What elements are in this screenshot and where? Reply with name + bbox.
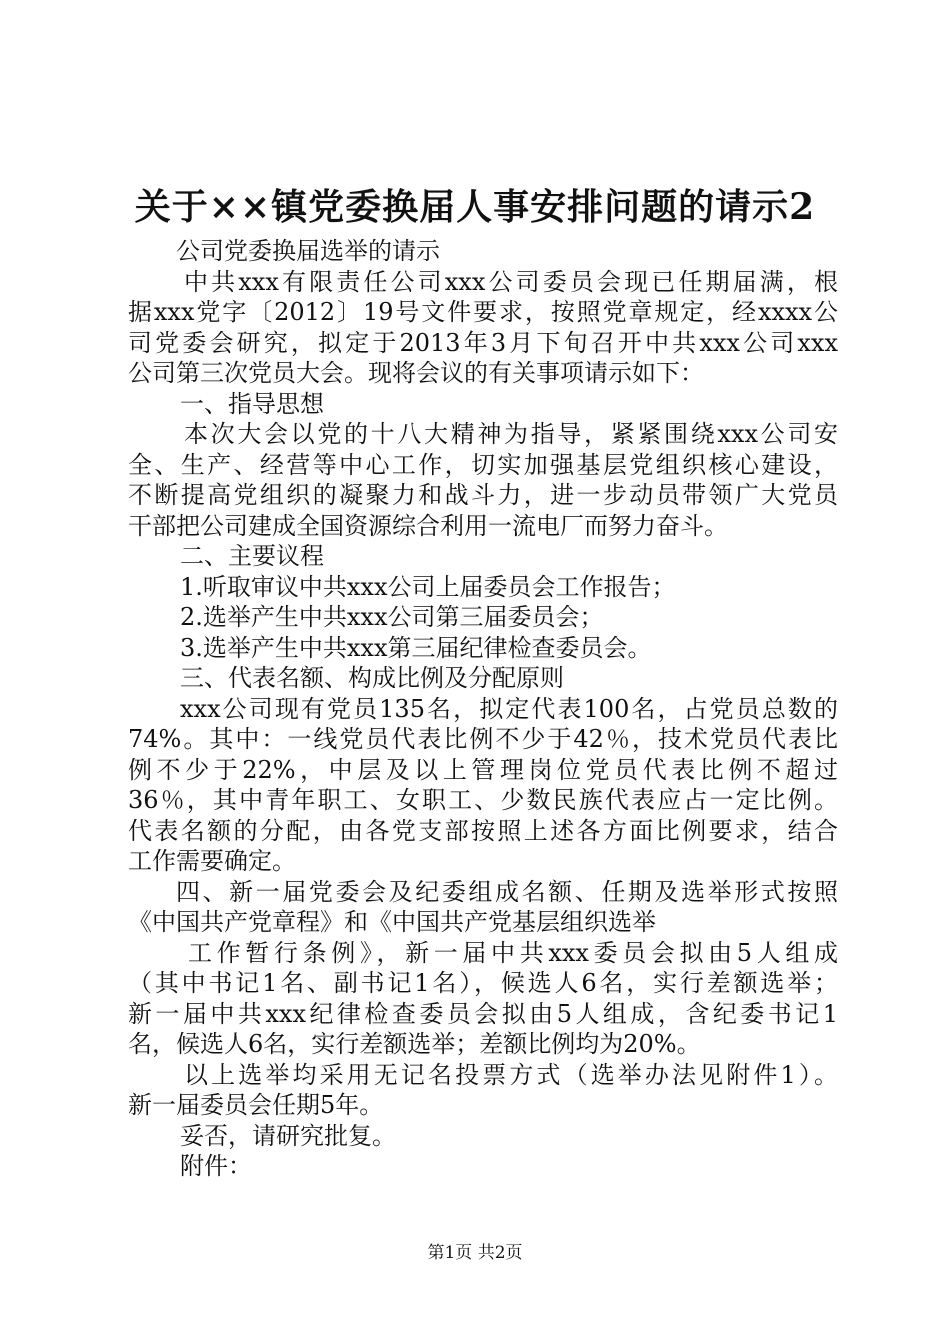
- agenda-item: 3.选举产生中共xxx第三届纪律检查委员会。: [180, 633, 652, 662]
- paragraph-line: 新一届委员会任期5年。: [128, 1091, 384, 1119]
- paragraph-line: 《中国共产党章程》和《中国共产党基层组织选举: [128, 908, 656, 936]
- section-heading: 一、指导思想: [180, 389, 324, 418]
- paragraph-line: 新一届中共xxx纪律检查委员会拟由5人组成，含纪委书记1: [128, 999, 838, 1028]
- paragraph-line: 不断提高党组织的凝聚力和战斗力，进一步动员带领广大党员: [128, 481, 838, 509]
- page-footer: 第1页 共2页: [427, 1243, 523, 1263]
- agenda-item: 2.选举产生中共xxx公司第三届委员会；: [180, 603, 604, 631]
- paragraph-line: 全、生产、经营等中心工作，切实加强基层党组织核心建设，: [128, 450, 838, 479]
- paragraph-line: 36％，其中青年职工、女职工、少数民族代表应占一定比例。: [128, 786, 838, 814]
- paragraph-line: 例不少于22%，中层及以上管理岗位党员代表比例不超过: [128, 755, 838, 784]
- paragraph-line: 四、新一届党委会及纪委组成名额、任期及选举形式按照: [176, 877, 838, 906]
- section-heading: 二、主要议程: [180, 542, 324, 570]
- paragraph-line: 本次大会以党的十八大精神为指导，紧紧围绕xxx公司安: [184, 420, 838, 448]
- attachment-label: 附件：: [180, 1152, 252, 1180]
- paragraph-line: 以上选举均采用无记名投票方式（选举办法见附件1）。: [184, 1060, 838, 1089]
- paragraph-line: 据xxx党字〔2012〕19号文件要求，按照党章规定，经xxxx公: [128, 298, 838, 326]
- paragraph-line: 代表名额的分配，由各党支部按照上述各方面比例要求，结合: [128, 816, 838, 845]
- paragraph-line: （其中书记1名、副书记1名），候选人6名，实行差额选举；: [128, 969, 838, 997]
- paragraph-line: 公司党委换届选举的请示: [176, 237, 440, 265]
- paragraph-line: 司党委会研究，拟定于2013年3月下旬召开中共xxx公司xxx: [128, 328, 838, 357]
- section-heading: 三、代表名额、构成比例及分配原则: [180, 664, 564, 692]
- paragraph-line: 干部把公司建成全国资源综合利用一流电厂而努力奋斗。: [128, 511, 728, 540]
- document-body: [128, 236, 838, 1182]
- agenda-item: 1.听取审议中共xxx公司上届委员会工作报告；: [180, 572, 676, 601]
- document-title: 关于××镇党委换届人事安排问题的请示2: [134, 186, 816, 228]
- closing-line: 妥否，请研究批复。: [180, 1121, 396, 1150]
- paragraph-line: 中共xxx有限责任公司xxx公司委员会现已任期届满，根: [184, 267, 838, 296]
- paragraph-line: 公司第三次党员大会。现将会议的有关事项请示如下：: [128, 359, 704, 387]
- paragraph-line: 工作暂行条例》，新一届中共xxx委员会拟由5人组成: [188, 938, 838, 967]
- paragraph-line: xxx公司现有党员135名，拟定代表100名，占党员总数的: [180, 694, 838, 723]
- paragraph-line: 名，候选人6名，实行差额选举；差额比例均为20%。: [128, 1030, 701, 1058]
- paragraph-line: 74%。其中：一线党员代表比例不少于42％，技术党员代表比: [128, 725, 838, 753]
- paragraph-line: 工作需要确定。: [128, 847, 296, 875]
